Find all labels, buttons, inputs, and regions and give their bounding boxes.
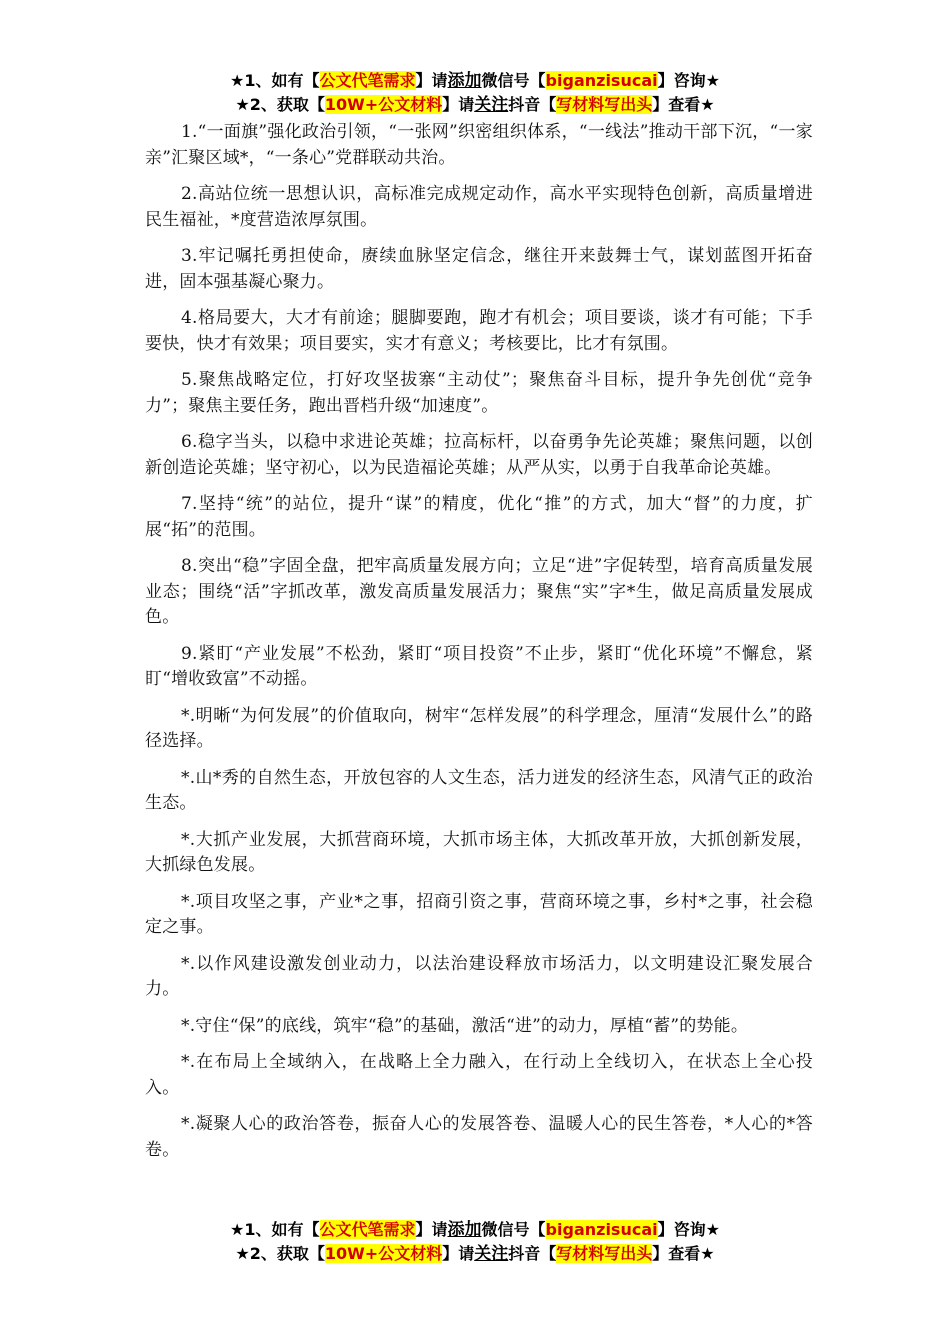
highlight-wechat-id: biganzisucai [545, 1220, 658, 1239]
paragraph: *.以作风建设激发创业动力，以法治建设释放市场活力，以文明建设汇聚发展合力。 [145, 953, 813, 999]
paragraph: 4.格局要大，大才有前途；腿脚要跑，跑才有机会；项目要谈，谈才有可能；下手要快，快才有效果；项目要实，实才有意义；考核要比，比才有氛围。 [145, 308, 813, 354]
paragraph: *.项目攻坚之事，产业*之事，招商引资之事，营商环境之事，乡村*之事，社会稳定之事。 [145, 891, 813, 937]
paragraph: 6.稳字当头，以稳中求进论英雄；拉高标杆，以奋勇争先论英雄；聚焦问题，以创新创造论英雄；坚守初心，以为民造福论英雄；从严从实，以勇于自我革命论英雄。 [145, 432, 813, 478]
highlight-douyin-account: 写材料写出头 [556, 95, 653, 114]
paragraph: 3.牢记嘱托勇担使命，赓续血脉坚定信念，继往开来鼓舞士气，谋划蓝图开拓奋进，固本强基凝心聚力。 [145, 246, 813, 292]
star-icon: ★ [230, 71, 245, 90]
star-icon: ★ [235, 95, 250, 114]
highlight-service: 公文代笔需求 [319, 1220, 416, 1239]
promo-line-2-top: ★2、获取【10W+公文材料】请关注抖音【写材料写出头】查看★ [235, 95, 715, 115]
highlight-douyin-account: 写材料写出头 [556, 1244, 653, 1263]
paragraph: *.大抓产业发展，大抓营商环境，大抓市场主体，大抓改革开放，大抓创新发展，大抓绿色发展。 [145, 829, 813, 875]
paragraph: *.明晰“为何发展”的价值取向，树牢“怎样发展”的科学理念，厘清“发展什么”的路径选择。 [145, 705, 813, 751]
highlight-materials: 10W+公文材料 [324, 95, 443, 114]
paragraph: 2.高站位统一思想认识，高标准完成规定动作，高水平实现特色创新，高质量增进民生福祉，*度营造浓厚氛围。 [145, 184, 813, 230]
highlight-materials: 10W+公文材料 [324, 1244, 443, 1263]
paragraph: 9.紧盯“产业发展”不松劲，紧盯“项目投资”不止步，紧盯“优化环境”不懈怠，紧盯“增收致富”不动摇。 [145, 643, 813, 689]
paragraph: *.凝聚人心的政治答卷，振奋人心的发展答卷、温暖人心的民生答卷，*人心的*答卷。 [145, 1114, 813, 1160]
paragraph: 5.聚焦战略定位，打好攻坚拔寨“主动仗”；聚焦奋斗目标，提升争先创优“竞争力”；聚焦主要任务，跑出晋档升级“加速度”。 [145, 370, 813, 416]
paragraph: 7.坚持“统”的站位，提升“谋”的精度，优化“推”的方式，加大“督”的力度，扩展“拓”的范围。 [145, 494, 813, 540]
document-body [145, 120, 813, 1174]
paragraph: 8.突出“稳”字固全盘，把牢高质量发展方向；立足“进”字促转型，培育高质量发展业态；围绕“活”字抓改革，激发高质量发展活力；聚焦“实”字*生，做足高质量发展成色。 [145, 556, 813, 627]
paragraph: *.守住“保”的底线，筑牢“稳”的基础，激活“进”的动力，厚植“蓄”的势能。 [181, 1015, 749, 1036]
promo-line-1-top: ★1、如有【公文代笔需求】请添加微信号【biganzisucai】咨询★ [230, 71, 720, 91]
paragraph: *.山*秀的自然生态，开放包容的人文生态，活力迸发的经济生态，风清气正的政治生态。 [145, 767, 813, 813]
paragraph: *.在布局上全域纳入，在战略上全力融入，在行动上全线切入，在状态上全心投入。 [145, 1052, 813, 1098]
highlight-service: 公文代笔需求 [319, 71, 416, 90]
star-icon: ★ [235, 1244, 250, 1263]
paragraph: 1.“一面旗”强化政治引领，“一张网”织密组织体系，“一线法”推动干部下沉，“一家亲”汇聚区域*，“一条心”党群联动共治。 [145, 122, 813, 168]
highlight-wechat-id: biganzisucai [545, 71, 658, 90]
star-icon: ★ [230, 1220, 245, 1239]
promo-line-2-bottom: ★2、获取【10W+公文材料】请关注抖音【写材料写出头】查看★ [235, 1244, 715, 1264]
promo-line-1-bottom: ★1、如有【公文代笔需求】请添加微信号【biganzisucai】咨询★ [230, 1220, 720, 1240]
